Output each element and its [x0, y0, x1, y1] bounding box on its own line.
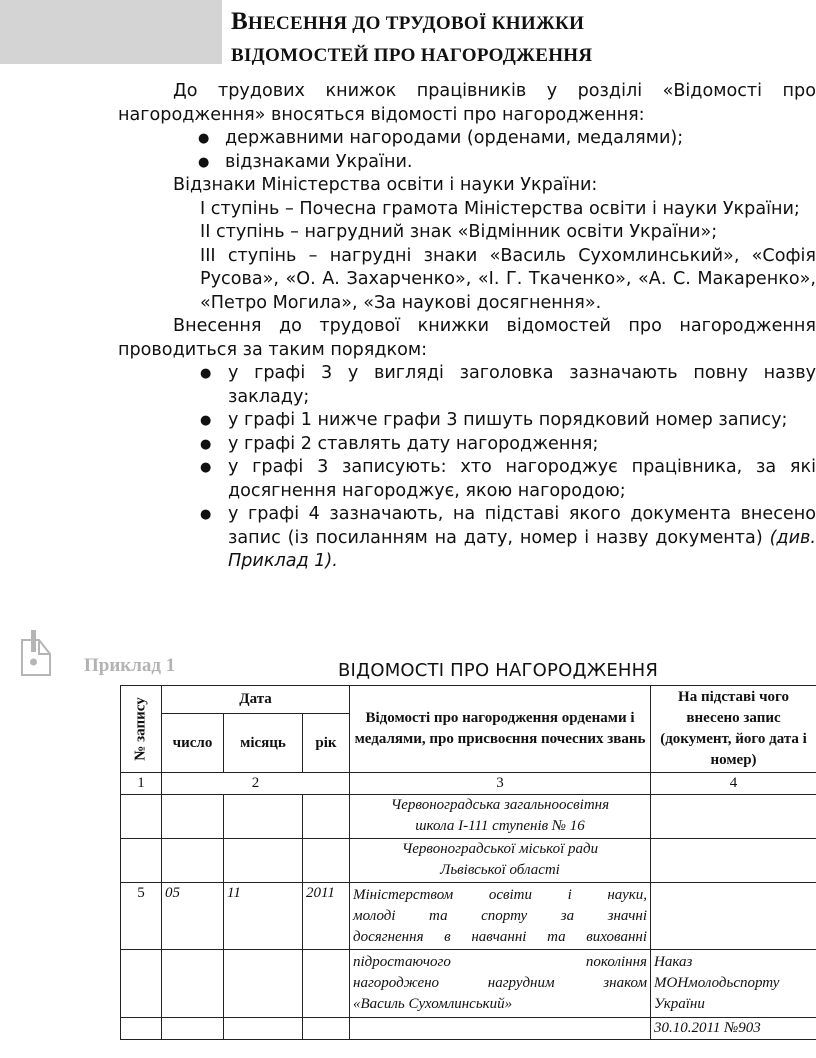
record-basis-date-cell: 30.10.2011 №903: [651, 1017, 816, 1039]
column-header-month: місяць: [224, 714, 303, 773]
intro-paragraph: До трудових книжок працівників у розділі «Відомості про нагородження» вносяться відомості про нагородження:: [118, 81, 816, 125]
bullet-icon: ●: [200, 413, 212, 428]
list-item: ● у графі 1 нижче графи 3 пишуть порядковий номер запису;: [118, 409, 816, 433]
degree-1: І ступінь – Почесна грамота Міністерства освіти і науки України;: [200, 198, 800, 219]
title-line-2: ВІДОМОСТЕЙ ПРО НАГОРОДЖЕННЯ: [231, 45, 593, 66]
list-item: ● у графі 4 зазначають, на підставі якого документа внесено запис (із посиланням на дату, номер і назву документа) (див. Приклад 1).: [200, 504, 816, 571]
record-number-cell: 5: [121, 883, 162, 950]
column-header-info: Відомості про нагородження орденами і медалями, про присвоєння почесних звань: [350, 686, 651, 773]
column-index-row: [121, 773, 816, 794]
procedure-intro: Внесення до трудової книжки відомостей про нагородження проводиться за таким порядком:: [118, 316, 816, 360]
list-item: ● у графі 2 ставлять дату нагородження;: [118, 433, 816, 457]
column-header-year: рік: [303, 714, 350, 773]
column-index: 1: [121, 773, 162, 794]
bullet-icon: ●: [198, 131, 210, 146]
document-example-icon: [19, 628, 53, 678]
table-row: [121, 950, 816, 1017]
list-item: ● у графі 3 записують: хто нагороджує працівника, за які досягнення нагороджує, якою нагородою;: [200, 457, 816, 501]
bullet-icon: ●: [198, 154, 210, 170]
record-text-cell: Міністерством освіти і науки, молоді та спорту за значні досягнення в навчанні та вихованні: [350, 883, 651, 950]
school-name-cell: Червоноградська загальноосвітня школа І-111 ступенів № 16: [350, 794, 651, 838]
table-row: [121, 838, 816, 883]
table-header-row: [121, 686, 816, 714]
council-name-cell: Червоноградської міської ради Львівської області: [350, 838, 651, 883]
column-header-date: Дата: [162, 686, 350, 714]
record-day-cell: 05: [162, 883, 224, 950]
list-item: ● у графі 3 у вигляді заголовка зазначають повну назву закладу;: [200, 363, 816, 407]
column-index: 3: [350, 773, 651, 794]
degree-3: ІІІ ступінь – нагрудні знаки «Василь Сухомлинський», «Софія Русова», «О. А. Захарченко», «І. Г. Ткаченко», «А. С. Макаренко», «Петро Могила», «За наукові досягнення».: [200, 245, 816, 313]
bullet-icon: ●: [200, 366, 212, 381]
awards-table: [120, 685, 816, 1040]
page-title: [231, 6, 592, 72]
award-types-list: [118, 127, 816, 174]
column-header-basis: На підставі чого внесено запис (документ, його дата і номер): [651, 686, 816, 773]
record-basis-cell: Наказ МОНмолодьспорту України: [651, 950, 816, 1017]
column-index: 4: [651, 773, 816, 794]
column-header-day: число: [162, 714, 224, 773]
bullet-icon: ●: [200, 460, 212, 475]
table-title: ВІДОМОСТІ ПРО НАГОРОДЖЕННЯ: [338, 660, 659, 681]
list-item: ● державними нагородами (орденами, медалями);: [118, 127, 816, 151]
procedure-list: [118, 362, 816, 574]
ministry-intro: Відзнаки Міністерства освіти і науки України:: [173, 175, 598, 195]
bullet-icon: ●: [200, 507, 212, 522]
example-reference: (див. Приклад 1).: [228, 527, 816, 571]
bullet-icon: ●: [200, 436, 212, 452]
table-row: [121, 883, 816, 950]
table-row: [121, 794, 816, 838]
title-line-1: ВНЕСЕННЯ ДО ТРУДОВОЇ КНИЖКИ: [231, 8, 585, 35]
header-band: [0, 0, 222, 64]
table-row: [121, 1017, 816, 1039]
column-header-number: № запису: [121, 686, 162, 773]
degree-2: ІІ ступінь – нагрудний знак «Відмінник освіти України»;: [200, 222, 718, 242]
record-month-cell: 11: [224, 883, 303, 950]
column-index: 2: [162, 773, 350, 794]
record-year-cell: 2011: [303, 883, 350, 950]
list-item: ● відзнаками України.: [118, 151, 816, 175]
example-label: Приклад 1: [84, 655, 176, 676]
document-body: [118, 80, 816, 574]
record-text-cell: підростаючого покоління нагороджено нагрудним знаком «Василь Сухомлинський»: [350, 950, 651, 1017]
